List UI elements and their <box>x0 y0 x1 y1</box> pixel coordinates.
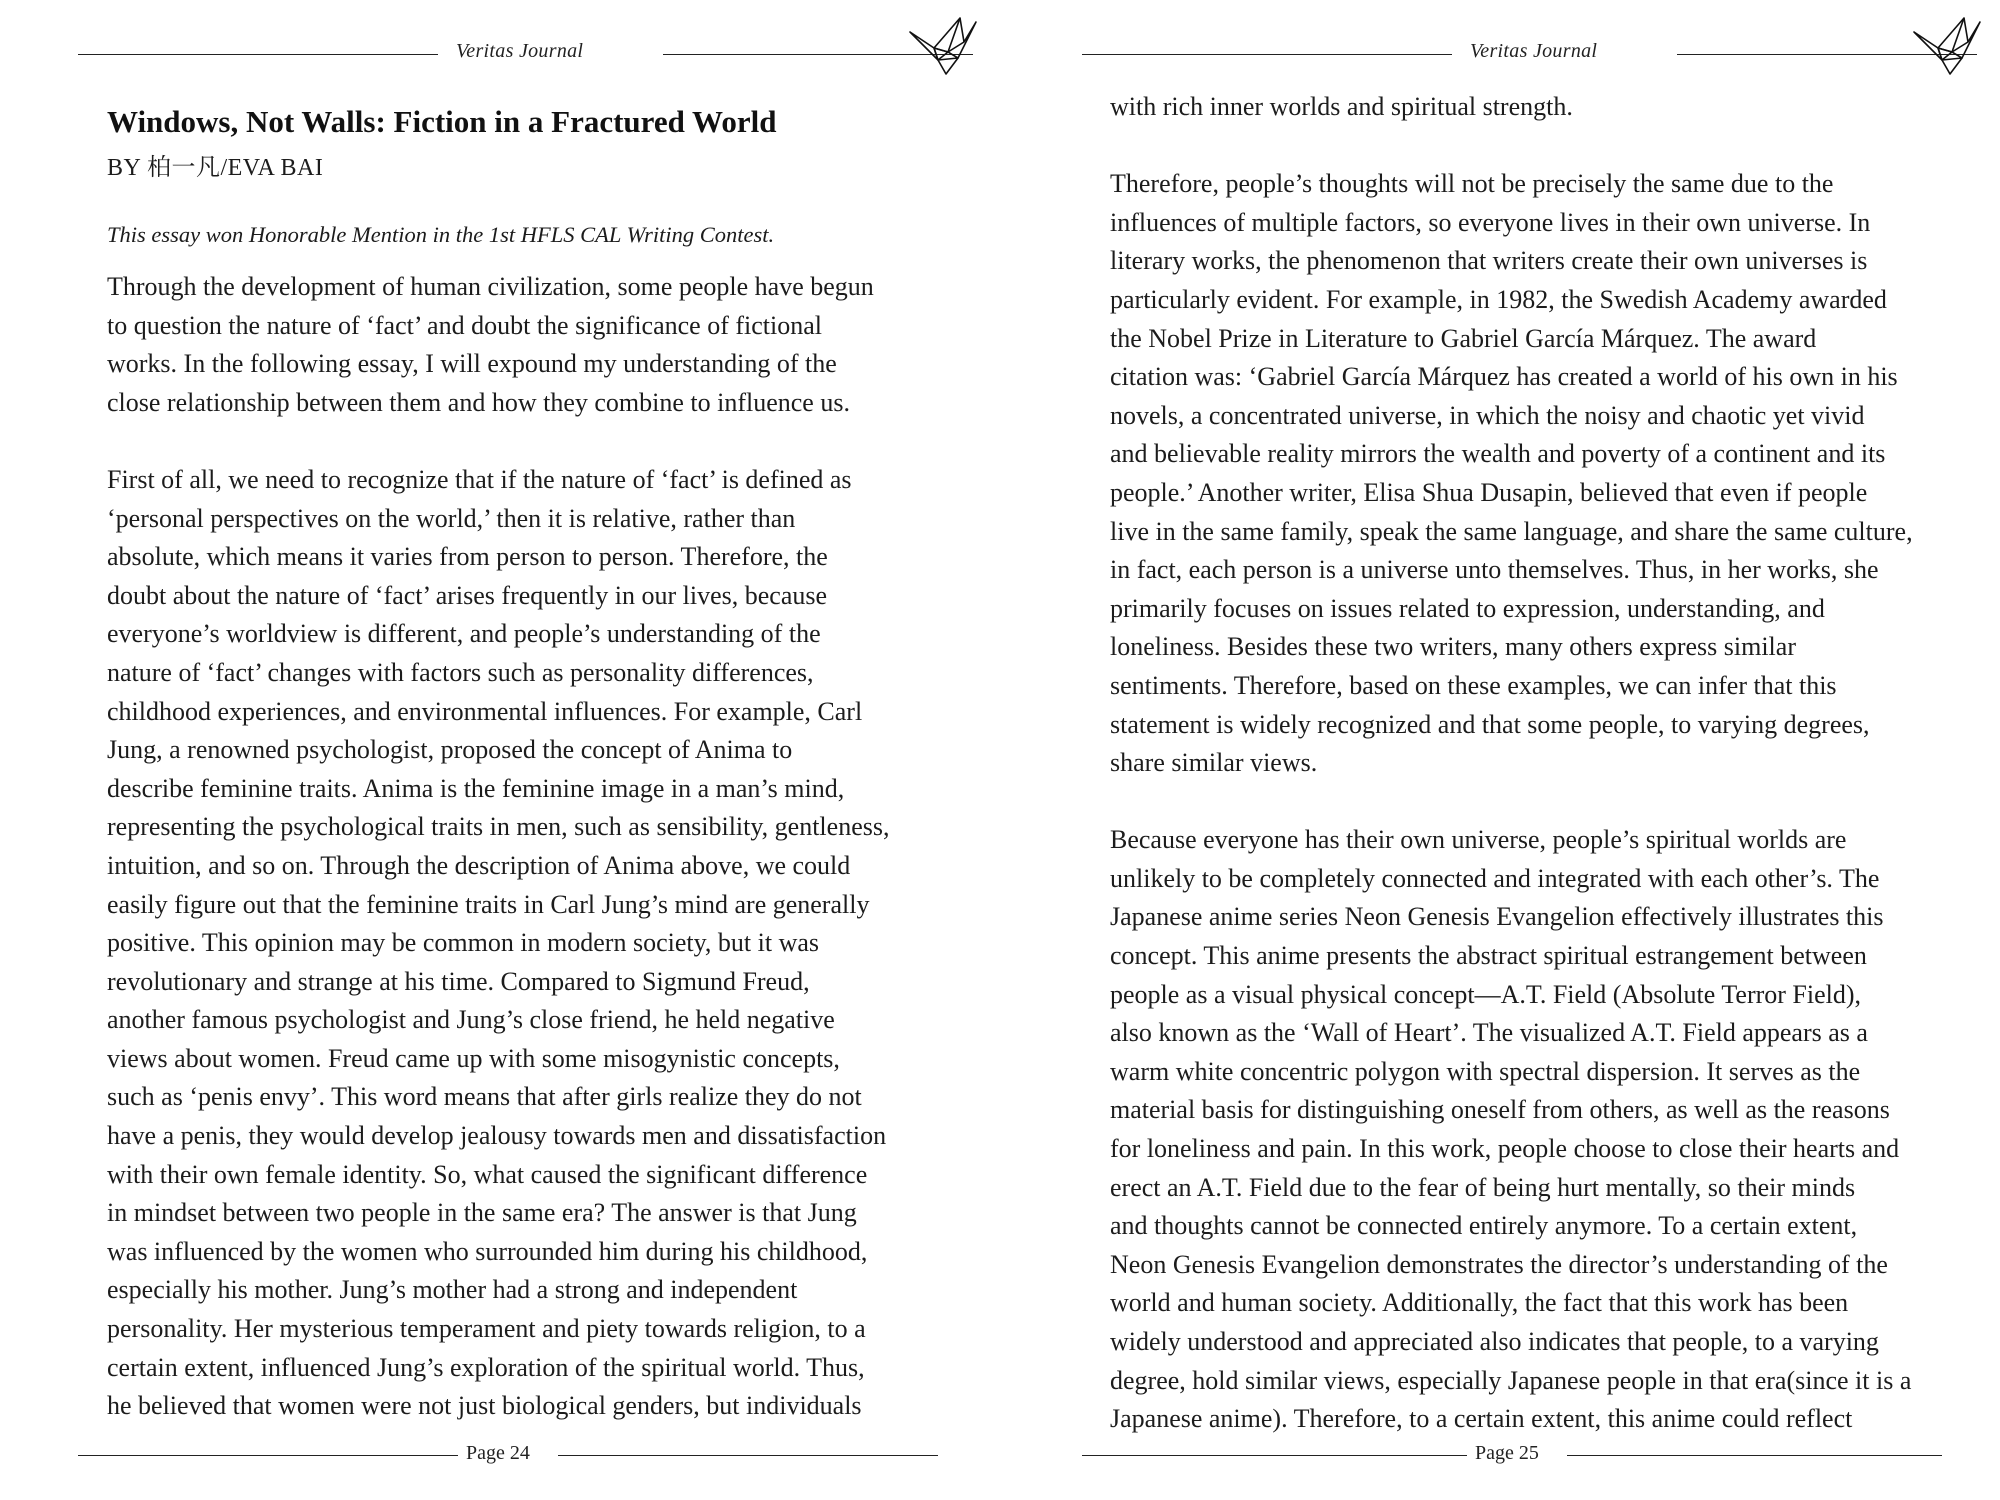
header-rule-left <box>1082 54 1452 55</box>
article-byline: BY 柏一凡/EVA BAI <box>107 155 324 181</box>
paragraph: First of all, we need to recognize that if the nature of ‘fact’ is defined as ‘personal perspectives on the world,’ then it is relative, rather than absolute, which means it varies from person to person. Therefore, the doubt about the nature of ‘fact’ arises frequently in our lives, because everyone’s worldview is different, and people’s understanding of the nature of ‘fact’ changes with factors such as personality differences, childhood experiences, and environmental influences. For example, Carl Jung, a renowned psychologist, proposed the concept of Anima to describe feminine traits. Anima is the feminine image in a man’s mind, representing the psychological traits in men, such as sensibility, gentleness, intuition, and so on. Through the description of Anima above, we could easily figure out that the feminine traits in Carl Jung’s mind are generally positive. This opinion may be common in modern society, but it was revolutionary and strange at his time. Compared to Sigmund Freud, another famous psychologist and Jung’s close friend, he held negative views about women. Freud came up with some misogynistic concepts, such as ‘penis envy’. This word means that after girls realize they do not have a penis, they would develop jealousy towards men and dissatisfaction with their own female identity. So, what caused the significant difference in mindset between two people in the same era? The answer is that Jung was influenced by the women who surrounded him during his childhood, especially his mother. Jung’s mother had a strong and independent personality. Her mysterious temperament and piety towards religion, to a certain extent, influenced Jung’s exploration of the spiritual world. Thus, he believed that women were not just biological genders, but individuals <box>107 464 890 1421</box>
page-header <box>1082 38 1970 74</box>
page-footer <box>1082 1442 1942 1472</box>
page-number: Page 24 <box>458 1442 538 1465</box>
page-footer <box>78 1442 938 1472</box>
footer-rule-right <box>558 1455 938 1456</box>
journal-title: Veritas Journal <box>1462 40 1605 63</box>
article-title: Windows, Not Walls: Fiction in a Fractured World <box>107 104 777 139</box>
award-note: This essay won Honorable Mention in the 1st HFLS CAL Writing Contest. <box>107 222 775 247</box>
header-rule-left <box>78 54 438 55</box>
paragraph: Through the development of human civilization, some people have begun to question the nature of ‘fact’ and doubt the significance of fictional works. In the following essay, I will expound my understanding of the close relationship between them and how they combine to influence us. <box>107 272 874 417</box>
article-content <box>1110 88 1930 1439</box>
page-number: Page 25 <box>1467 1442 1547 1465</box>
paragraph: with rich inner worlds and spiritual strength. <box>1110 92 1573 121</box>
footer-rule-left <box>1082 1455 1467 1456</box>
journal-title: Veritas Journal <box>448 40 591 63</box>
right-page <box>1000 0 2000 1500</box>
paper-crane-icon <box>1912 14 1982 78</box>
paragraph: Therefore, people’s thoughts will not be precisely the same due to the influences of multiple factors, so everyone lives in their own universe. In literary works, the phenomenon that writers create their own universes is particularly evident. For example, in 1982, the Swedish Academy awarded the Nobel Prize in Literature to Gabriel García Márquez. The award citation was: ‘Gabriel García Márquez has created a world of his own in his novels, a concentrated universe, in which the noisy and chaotic yet vivid and believable reality mirrors the wealth and poverty of a continent and its people.’ Another writer, Elisa Shua Dusapin, believed that even if people live in the same family, speak the same language, and share the same culture, in fact, each person is a universe unto themselves. Thus, in her works, she primarily focuses on issues related to expression, understanding, and loneliness. Besides these two writers, many others express similar sentiments. Therefore, based on these examples, we can infer that this statement is widely recognized and that some people, to varying degrees, share similar views. <box>1110 169 1913 778</box>
page-header <box>78 38 966 74</box>
paper-crane-icon <box>908 14 978 78</box>
article-content <box>107 96 907 1426</box>
footer-rule-right <box>1567 1455 1942 1456</box>
paragraph: Because everyone has their own universe, people’s spiritual worlds are unlikely to be completely connected and integrated with each other’s. The Japanese anime series Neon Genesis Evangelion effectively illustrates this concept. This anime presents the abstract spiritual estrangement between people as a visual physical concept—A.T. Field (Absolute Terror Field), also known as the ‘Wall of Heart’. The visualized A.T. Field appears as a warm white concentric polygon with spectral dispersion. It serves as the material basis for distinguishing oneself from others, as well as the reasons for loneliness and pain. In this work, people choose to close their hearts and erect an A.T. Field due to the fear of being hurt mentally, so their minds and thoughts cannot be connected entirely anymore. To a certain extent, Neon Genesis Evangelion demonstrates the director’s understanding of the world and human society. Additionally, the fact that this work has been widely understood and appreciated also indicates that people, to a varying degree, hold similar views, especially Japanese people in that era(since it is a Japanese anime). Therefore, to a certain extent, this anime could reflect <box>1110 825 1912 1434</box>
footer-rule-left <box>78 1455 458 1456</box>
